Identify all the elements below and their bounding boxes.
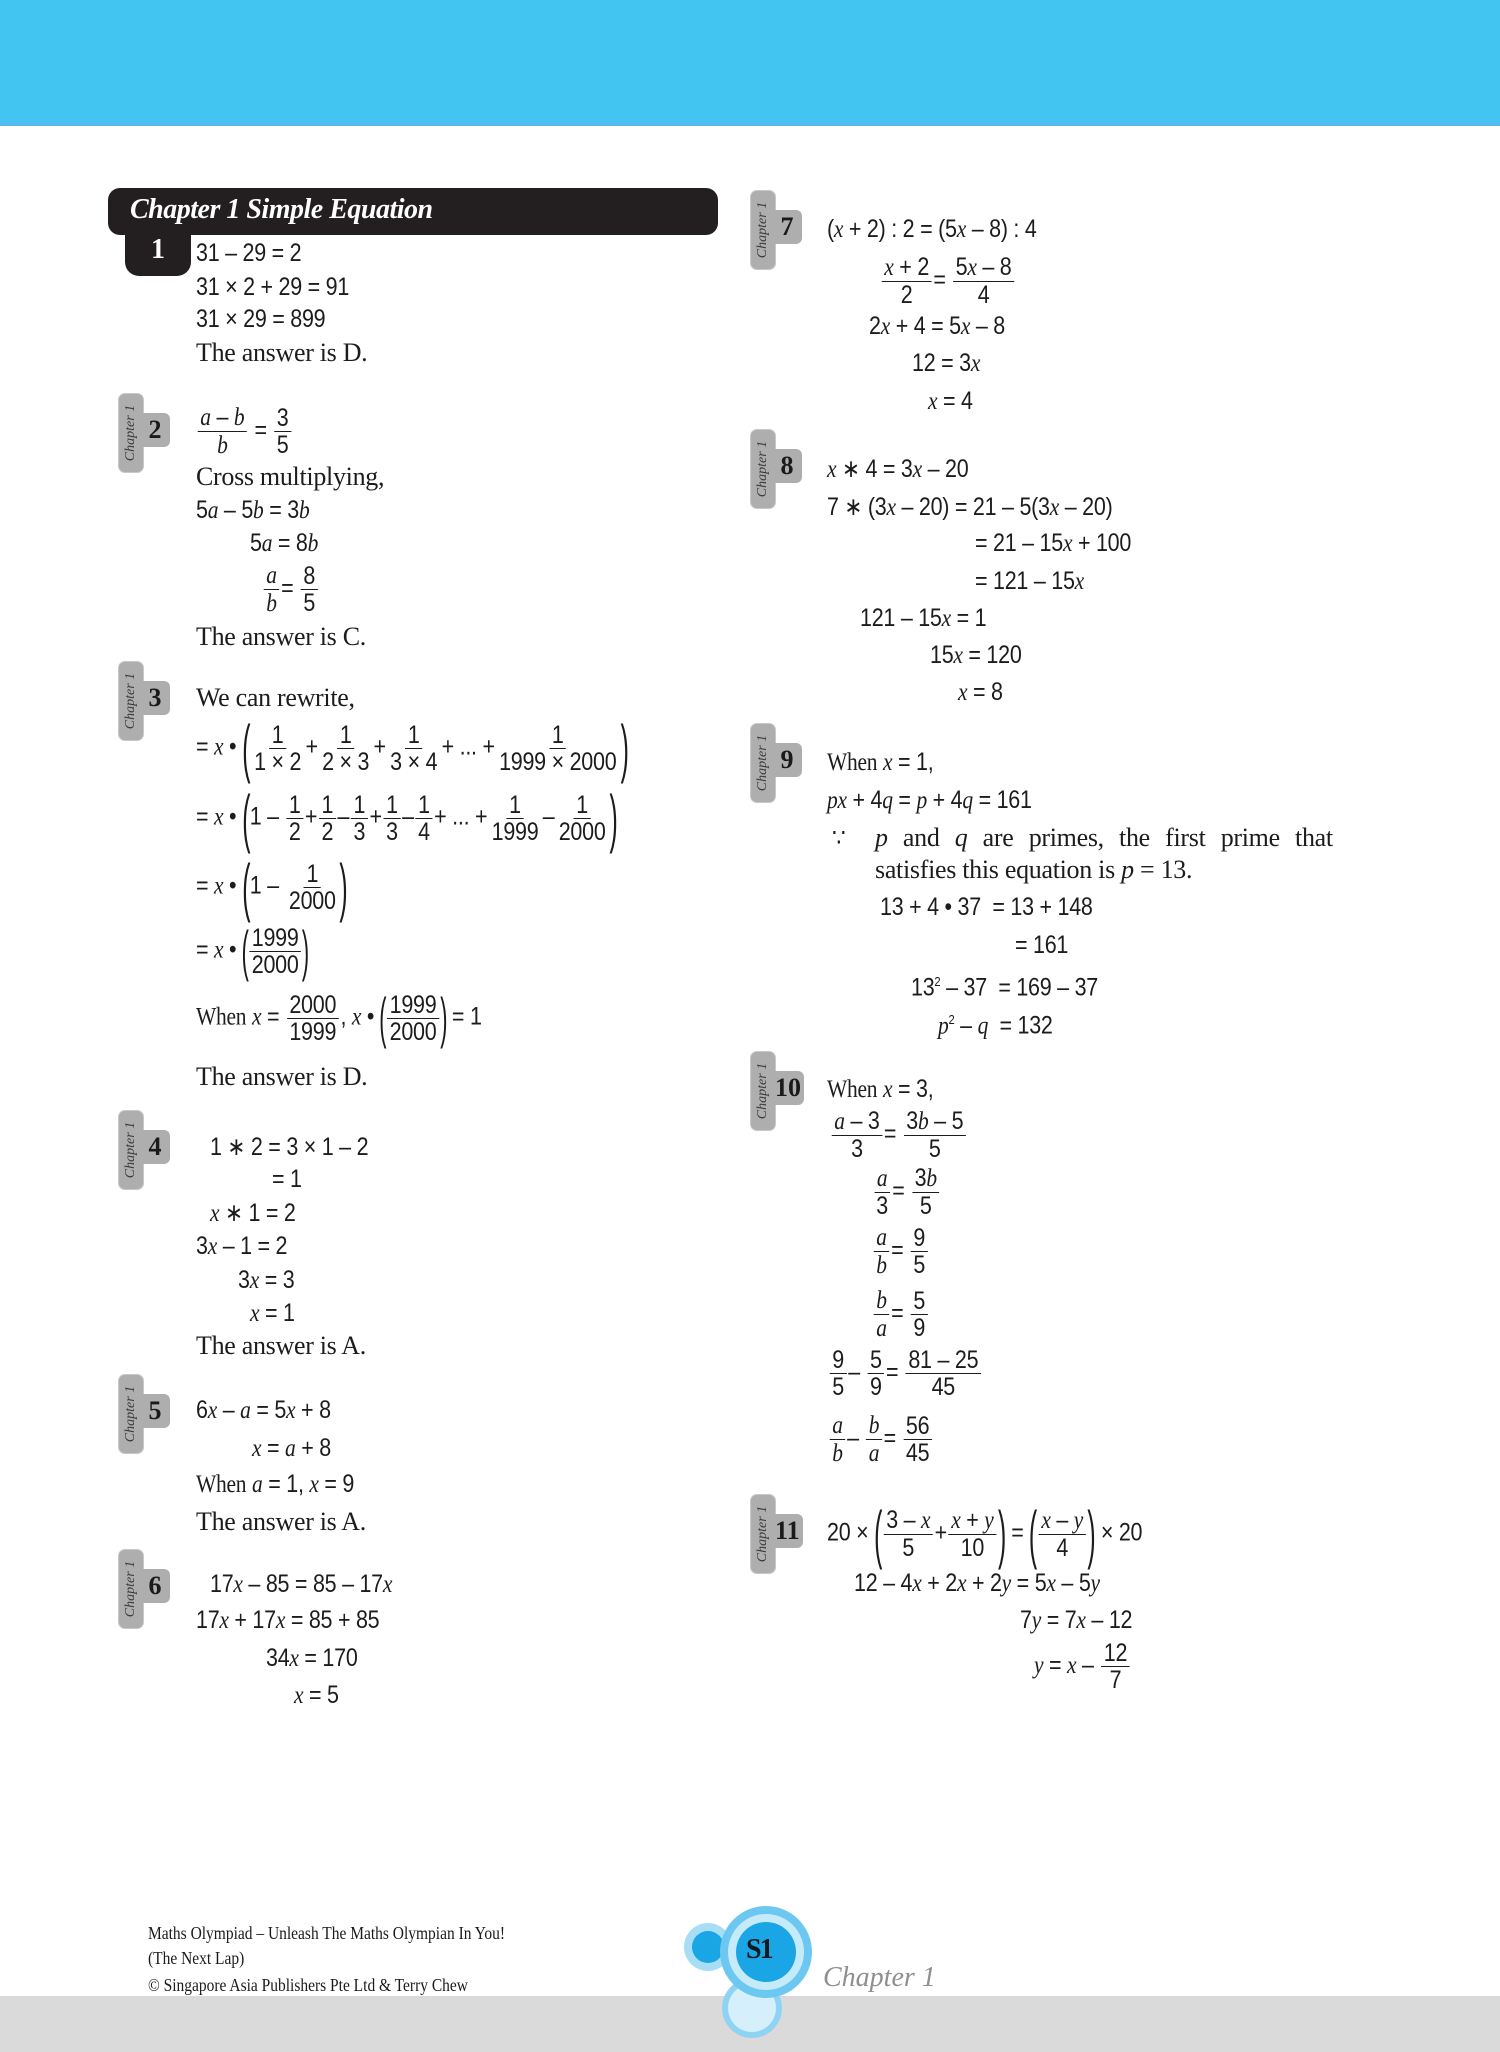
question-badge-10 [750,1051,808,1131]
question-badge-7 [750,190,808,270]
footer-subtitle: (The Next Lap) [148,1948,245,1968]
q1-answer: The answer is D. [196,338,368,367]
q5-line-1: 6x – a = 5x + 8 [196,1396,331,1424]
s1-logo-icon [680,1900,820,2050]
q7-line-2: 2x + 4 = 5x – 8 [869,312,1005,340]
q5-line-2: x = a + 8 [252,1434,331,1462]
footer-chapter-label: Chapter 1 [823,1962,936,1993]
q4-line-4: 3x – 1 = 2 [196,1232,288,1260]
q3-intro: We can rewrite, [196,683,355,712]
q8-line-2: 7 ∗ (3x – 20) = 21 – 5(3x – 20) [827,493,1113,521]
q9-line-1: When x = 1, [827,748,934,776]
badge-chapter-label: Chapter 1 [123,1385,138,1443]
question-badge-9 [750,723,808,803]
badge-number: 2 [140,413,170,447]
q8-line-1: x ∗ 4 = 3x – 20 [827,455,969,483]
q4-line-6: x = 1 [250,1299,295,1327]
badge-number: 7 [772,210,802,244]
q2-line-2: 5a = 8b [250,529,319,557]
q10-line-2: $\frac{a}{3}$ = $\frac{3b}{5}$ [872,1165,941,1219]
footer-copyright: © Singapore Asia Publishers Pte Ltd & Terry Chew [148,1975,468,1995]
chapter-title-bar [108,188,718,235]
q8-line-5: 121 – 15x = 1 [860,604,987,632]
q1-line-3: 31 × 29 = 899 [196,305,326,333]
q6-line-4: x = 5 [294,1681,339,1709]
q4-line-1: 1 ∗ 2 = 3 × 1 – 2 [210,1133,369,1161]
q6-line-1: 17x – 85 = 85 – 17x [210,1570,393,1598]
badge-number: 3 [140,681,170,715]
q10-intro: When x = 3, [827,1075,934,1103]
q2-answer: The answer is C. [196,622,366,651]
question-badge-5 [118,1374,176,1454]
q3-line-4: = x • ( $\frac{1999}{2000}$ ) [196,919,310,982]
question-badge-8 [750,429,808,509]
q11-line-1: 20 × ( $\frac{3 - x}{5}$ + $\frac{x + y}{10}$ ) = ( $\frac{x - y}{4}$ ) × 20 [827,1498,1143,1570]
q2-ratio: $\frac{a}{b}$ = $\frac{8}{5}$ [262,562,319,617]
q7-line-4: x = 4 [928,387,973,415]
badge-chapter-label: Chapter 1 [123,1560,138,1618]
question-number-1: 1 [125,228,191,276]
q3-line-1: = x • ( $\frac{1}{1 \times 2}$ + $\frac{1}{2 \times 3}$ + $\frac{1}{3 \times 4}$ + ... + $\frac{1}{1999 \times 2000}$ ) [196,712,629,784]
badge-number: 9 [772,743,802,777]
badge-chapter-label: Chapter 1 [755,1505,770,1563]
badge-chapter-label: Chapter 1 [755,734,770,792]
q8-line-7: x = 8 [958,678,1003,706]
q3-line-3: = x • (1 – $\frac{1}{2000}$ ) [196,851,348,923]
q4-line-2: = 1 [272,1165,302,1193]
badge-number: 10 [772,1071,804,1105]
q3-when-label: When [196,1003,247,1031]
q9-line-3: p and q are primes, the first prime that [875,823,1333,852]
q1-line-1: 31 – 29 = 2 [196,239,302,267]
q2-line-1: 5a – 5b = 3b [196,496,310,524]
badge-number: 5 [140,1394,170,1428]
logo-label: S1 [746,1934,772,1965]
footer-book-title: Maths Olympiad – Unleash The Maths Olympian In You! [148,1923,506,1943]
q9-line-5: 13 + 4 • 37 = 13 + 148 [880,893,1093,921]
q9-line-4: satisfies this equation is p = 13. [875,855,1193,884]
badge-number: 8 [772,449,802,483]
question-badge-11 [750,1494,808,1574]
q9-line-2: px + 4q = p + 4q = 161 [827,786,1032,814]
q3-answer: The answer is D. [196,1062,368,1091]
question-badge-6 [118,1549,176,1629]
q11-line-3: 7y = 7x – 12 [1020,1606,1133,1634]
q9-line-8: $p^2 - q = 132$ [938,1011,1053,1040]
q6-line-3: 34x = 170 [266,1644,358,1672]
q5-answer: The answer is A. [196,1507,366,1536]
q3-line-2: = x • (1 – $\frac{1}{2}$ + $\frac{1}{2}$ – $\frac{1}{3}$ + $\frac{1}{3}$ – $\frac{1}{4}$ + ... + $\frac{1}{1999}$ – $\frac{1}{2000}$ ) [196,782,618,854]
q10-line-5: $\frac{9}{5}$ – $\frac{5}{9}$ = $\frac{81 - 25}{45}$ [828,1347,983,1400]
question-badge-3 [118,661,176,741]
q3-when: When x = $\frac{2000}{1999}$ , x • ( $\frac{1999}{2000}$ ) = 1 [196,986,482,1049]
q7-line-3: 12 = 3x [912,349,981,377]
badge-chapter-label: Chapter 1 [755,1062,770,1120]
top-color-band [0,0,1500,126]
q2-cross-multiplying: Cross multiplying, [196,462,385,491]
q9-because-symbol: ∵ [832,824,846,852]
question-badge-4 [118,1110,176,1190]
badge-number: 11 [772,1514,803,1548]
q10-line-3: $\frac{a}{b}$ = $\frac{9}{5}$ [872,1224,929,1279]
q11-line-2: 12 – 4x + 2x + 2y = 5x – 5y [854,1569,1100,1597]
badge-chapter-label: Chapter 1 [123,672,138,730]
q6-line-2: 17x + 17x = 85 + 85 [196,1606,380,1634]
q5-line-3: When a = 1, x = 9 [196,1470,355,1498]
q1-line-2: 31 × 2 + 29 = 91 [196,273,350,301]
badge-number: 4 [140,1130,170,1164]
q9-line-7: $13^2 - 37 = 169 - 37$ [911,973,1098,1002]
q4-line-5: 3x = 3 [238,1266,295,1294]
badge-chapter-label: Chapter 1 [755,440,770,498]
q10-line-1: $\frac{a - 3}{3}$ = $\frac{3b - 5}{5}$ [830,1108,968,1162]
q10-line-6: $\frac{a}{b}$ – $\frac{b}{a}$ = $\frac{56}{45}$ [828,1412,934,1467]
q11-line-4: y = x – $\frac{12}{7}$ [1034,1640,1131,1693]
q7-fraction: $\frac{x + 2}{2}$ = $\frac{5x - 8}{4}$ [880,254,1016,308]
q10-line-4: $\frac{b}{a}$ = $\frac{5}{9}$ [872,1287,929,1342]
badge-chapter-label: Chapter 1 [123,404,138,462]
badge-chapter-label: Chapter 1 [123,1121,138,1179]
q8-line-4: = 121 – 15x [975,567,1084,595]
badge-number: 6 [140,1569,170,1603]
q4-answer: The answer is A. [196,1331,366,1360]
q8-line-3: = 21 – 15x + 100 [975,529,1132,557]
q8-line-6: 15x = 120 [930,641,1022,669]
q7-line-1: (x + 2) : 2 = (5x – 8) : 4 [827,215,1037,243]
q2-equation: $\frac{a - b}{b}$ = $\frac{3}{5}$ [196,404,293,459]
q4-line-3: x ∗ 1 = 2 [210,1199,296,1227]
chapter-title: Chapter 1 Simple Equation [130,194,433,225]
q9-line-6: = 161 [1015,931,1069,959]
question-badge-2 [118,393,176,473]
badge-chapter-label: Chapter 1 [755,201,770,259]
